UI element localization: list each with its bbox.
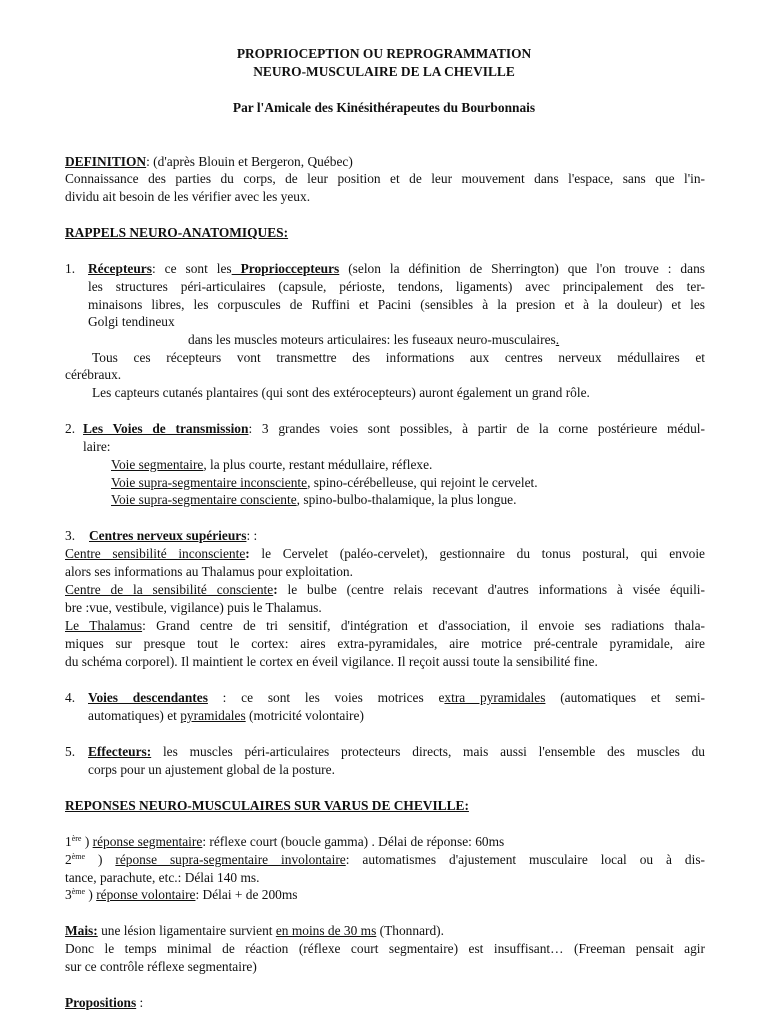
recepteurs-period: . <box>555 332 560 347</box>
reponse-1-text: : réflexe court (boucle gamma) . Délai de réponse: 60ms <box>202 834 505 849</box>
mais-text: une lésion ligamentaire survient <box>97 923 276 938</box>
thalamus-line-3: du schéma corporel). Il maintient le cortex en éveil vigilance. Il reçoit aussi toute la sensibilité fine. <box>65 654 598 669</box>
descendantes-number: 4. <box>65 690 76 705</box>
title-line-2: NEURO-MUSCULAIRE DE LA CHEVILLE <box>253 64 515 79</box>
reponse-1-label: réponse segmentaire <box>92 834 203 849</box>
reponse-3-suffix: ème <box>71 887 86 896</box>
voie-segmentaire-text: , la plus courte, restant médullaire, réflexe. <box>203 457 433 472</box>
propositions-colon: : <box>136 995 144 1010</box>
reponse-2-paren: ) <box>85 852 116 867</box>
centre-conscient-colon: : <box>273 582 278 597</box>
reponse-2-line-2: tance, parachute, etc.: Délai 140 ms. <box>65 870 260 885</box>
centres-label: Centres nerveux supérieurs <box>89 528 247 543</box>
descendantes-motricite: (motricité volontaire) <box>245 708 364 723</box>
effecteurs-line-1 <box>88 744 705 760</box>
voies-line-1 <box>83 421 705 437</box>
extra-pyramidales-term: xtra pyramidales <box>444 690 546 705</box>
definition-text-1: Connaissance des parties du corps, de leur position et de leur mouvement dans l'espace, sans que l'in- <box>65 171 705 186</box>
definition-heading: DEFINITION <box>65 154 147 169</box>
reponse-3-text: : Délai + de 200ms <box>195 887 298 902</box>
mais-line-1 <box>65 923 444 939</box>
centre-inconscient-text: le Cervelet (paléo-cervelet), gestionnaire du tonus postural, qui envoie <box>249 546 705 561</box>
mais-source: (Thonnard). <box>376 923 444 938</box>
thalamus-text: : Grand centre de tri sensitif, d'intégration et d'association, il envoie ses radiations thala- <box>142 618 705 633</box>
voie-inconsciente-label: Voie supra-segmentaire inconsciente <box>111 475 308 490</box>
reponse-2-text: : automatismes d'ajustement musculaire local ou à dis- <box>345 852 705 867</box>
voie-consciente <box>111 492 516 508</box>
voie-segmentaire-label: Voie segmentaire <box>111 457 204 472</box>
propositions-label: Propositions <box>65 995 137 1010</box>
definition-source: : (d'après Blouin et Bergeron, Québec) <box>146 154 353 169</box>
recepteurs-text-2: (selon la définition de Sherrington) que l'on trouve : dans <box>339 261 705 276</box>
centre-inconscient-colon: : <box>245 546 250 561</box>
recepteurs-line-5 <box>188 332 559 348</box>
effecteurs-label: Effecteurs: <box>88 744 152 759</box>
reponse-2 <box>65 852 705 868</box>
recepteurs-line-7: cérébraux. <box>65 367 122 382</box>
descendantes-label: Voies descendantes <box>88 690 208 705</box>
reponse-2-label: réponse supra-segmentaire involontaire <box>115 852 346 867</box>
thalamus-label: Le Thalamus <box>65 618 143 633</box>
recepteurs-line-3: minaisons libres, les corpuscules de Ruffini et Pacini (sensibles à la presion et à la douleur) et les <box>88 297 705 312</box>
voies-label: Les Voies de transmission <box>83 421 249 436</box>
voies-text: : 3 grandes voies sont possibles, à partir de la corne postérieure médul- <box>248 421 705 436</box>
effecteurs-line-2: corps pour un ajustement global de la posture. <box>88 762 335 777</box>
recepteurs-line-1 <box>88 261 705 277</box>
thalamus-line-1 <box>65 618 705 634</box>
propositions-line <box>65 995 143 1011</box>
pyramidales-term: pyramidales <box>180 708 246 723</box>
centre-conscient-label: Centre de la sensibilité consciente <box>65 582 274 597</box>
centre-inconscient-line-2: alors ses informations au Thalamus pour exploitation. <box>65 564 353 579</box>
centres-number: 3. <box>65 528 76 543</box>
effecteurs-text: les muscles péri-articulaires protecteurs directs, mais aussi l'ensemble des muscles du <box>151 744 705 759</box>
reponses-heading: REPONSES NEURO-MUSCULAIRES SUR VARUS DE CHEVILLE: <box>65 798 469 813</box>
reponse-3-paren: ) <box>85 887 97 902</box>
voies-line-2: laire: <box>83 439 111 454</box>
title-line-1: PROPRIOCEPTION OU REPROGRAMMATION <box>236 46 532 61</box>
voie-segmentaire <box>111 457 432 473</box>
reponse-1 <box>65 834 504 850</box>
mais-label: Mais: <box>65 923 98 938</box>
voie-consciente-text: , spino-bulbo-thalamique, la plus longue. <box>296 492 517 507</box>
proprioccepteurs-term: Proprioccepteurs <box>231 261 340 276</box>
recepteurs-line-6: Tous ces récepteurs vont transmettre des informations aux centres nerveux médullaires et <box>92 350 705 365</box>
effecteurs-number: 5. <box>65 744 76 759</box>
reponse-2-suffix: ème <box>71 852 86 861</box>
recepteurs-line-2: les structures péri-articulaires (capsule, périoste, tendons, ligaments) avec principalement des ter- <box>88 279 705 294</box>
centre-inconscient-label: Centre sensibilité inconsciente <box>65 546 246 561</box>
centre-conscient-line-1 <box>65 582 705 598</box>
descendantes-line-1 <box>88 690 705 706</box>
definition-text-2: dividu ait besoin de les vérifier avec les yeux. <box>65 189 311 204</box>
voie-inconsciente <box>111 475 538 491</box>
descendantes-line-2 <box>88 708 364 724</box>
reponse-3 <box>65 887 297 903</box>
reponse-1-suffix: ère <box>71 834 82 843</box>
recepteurs-fuseaux: dans les muscles moteurs articulaires: les fuseaux neuro-musculaires <box>188 332 556 347</box>
recepteurs-number: 1. <box>65 261 76 276</box>
descendantes-text-2: (automatiques et semi- <box>545 690 706 705</box>
voie-inconsciente-text: , spino-cérébelleuse, qui rejoint le cervelet. <box>307 475 538 490</box>
recepteurs-label: Récepteurs <box>88 261 152 276</box>
mais-line-3: sur ce contrôle réflexe segmentaire) <box>65 959 257 974</box>
centre-conscient-line-2: bre :vue, vestibule, vigilance) puis le Thalamus. <box>65 600 322 615</box>
centre-inconscient-line-1 <box>65 546 705 562</box>
reponse-3-label: réponse volontaire <box>96 887 196 902</box>
reponse-3-number: 3 <box>65 887 72 902</box>
rappels-heading: RAPPELS NEURO-ANATOMIQUES: <box>65 225 289 240</box>
recepteurs-line-8: Les capteurs cutanés plantaires (qui sont des extérocepteurs) auront également un grand rôle. <box>92 385 590 400</box>
voie-consciente-label: Voie supra-segmentaire consciente <box>111 492 297 507</box>
recepteurs-line-4: Golgi tendineux <box>88 314 175 329</box>
voies-number: 2. <box>65 421 76 436</box>
recepteurs-text: : ce sont les <box>151 261 232 276</box>
mais-line-2: Donc le temps minimal de réaction (réflexe court segmentaire) est insuffisant… (Freeman pensait agir <box>65 941 705 956</box>
centres-line <box>89 528 257 544</box>
centres-colon: : : <box>246 528 258 543</box>
reponse-1-paren: ) <box>81 834 93 849</box>
thalamus-line-2: miques sur presque tout le cortex: aires extra-pyramidales, aire motrice pré-centrale pyramidale, aire <box>65 636 705 651</box>
definition-heading-line <box>65 154 353 170</box>
reponse-2-number: 2 <box>65 852 72 867</box>
mais-delai: en moins de 30 ms <box>275 923 377 938</box>
reponse-1-number: 1 <box>65 834 72 849</box>
author-line: Par l'Amicale des Kinésithérapeutes du Bourbonnais <box>232 100 536 115</box>
descendantes-automatiques: automatiques) et <box>88 708 181 723</box>
centre-conscient-text: le bulbe (centre relais recevant d'autres informations à visée équili- <box>277 582 705 597</box>
descendantes-text: : ce sont les voies motrices e <box>207 690 445 705</box>
